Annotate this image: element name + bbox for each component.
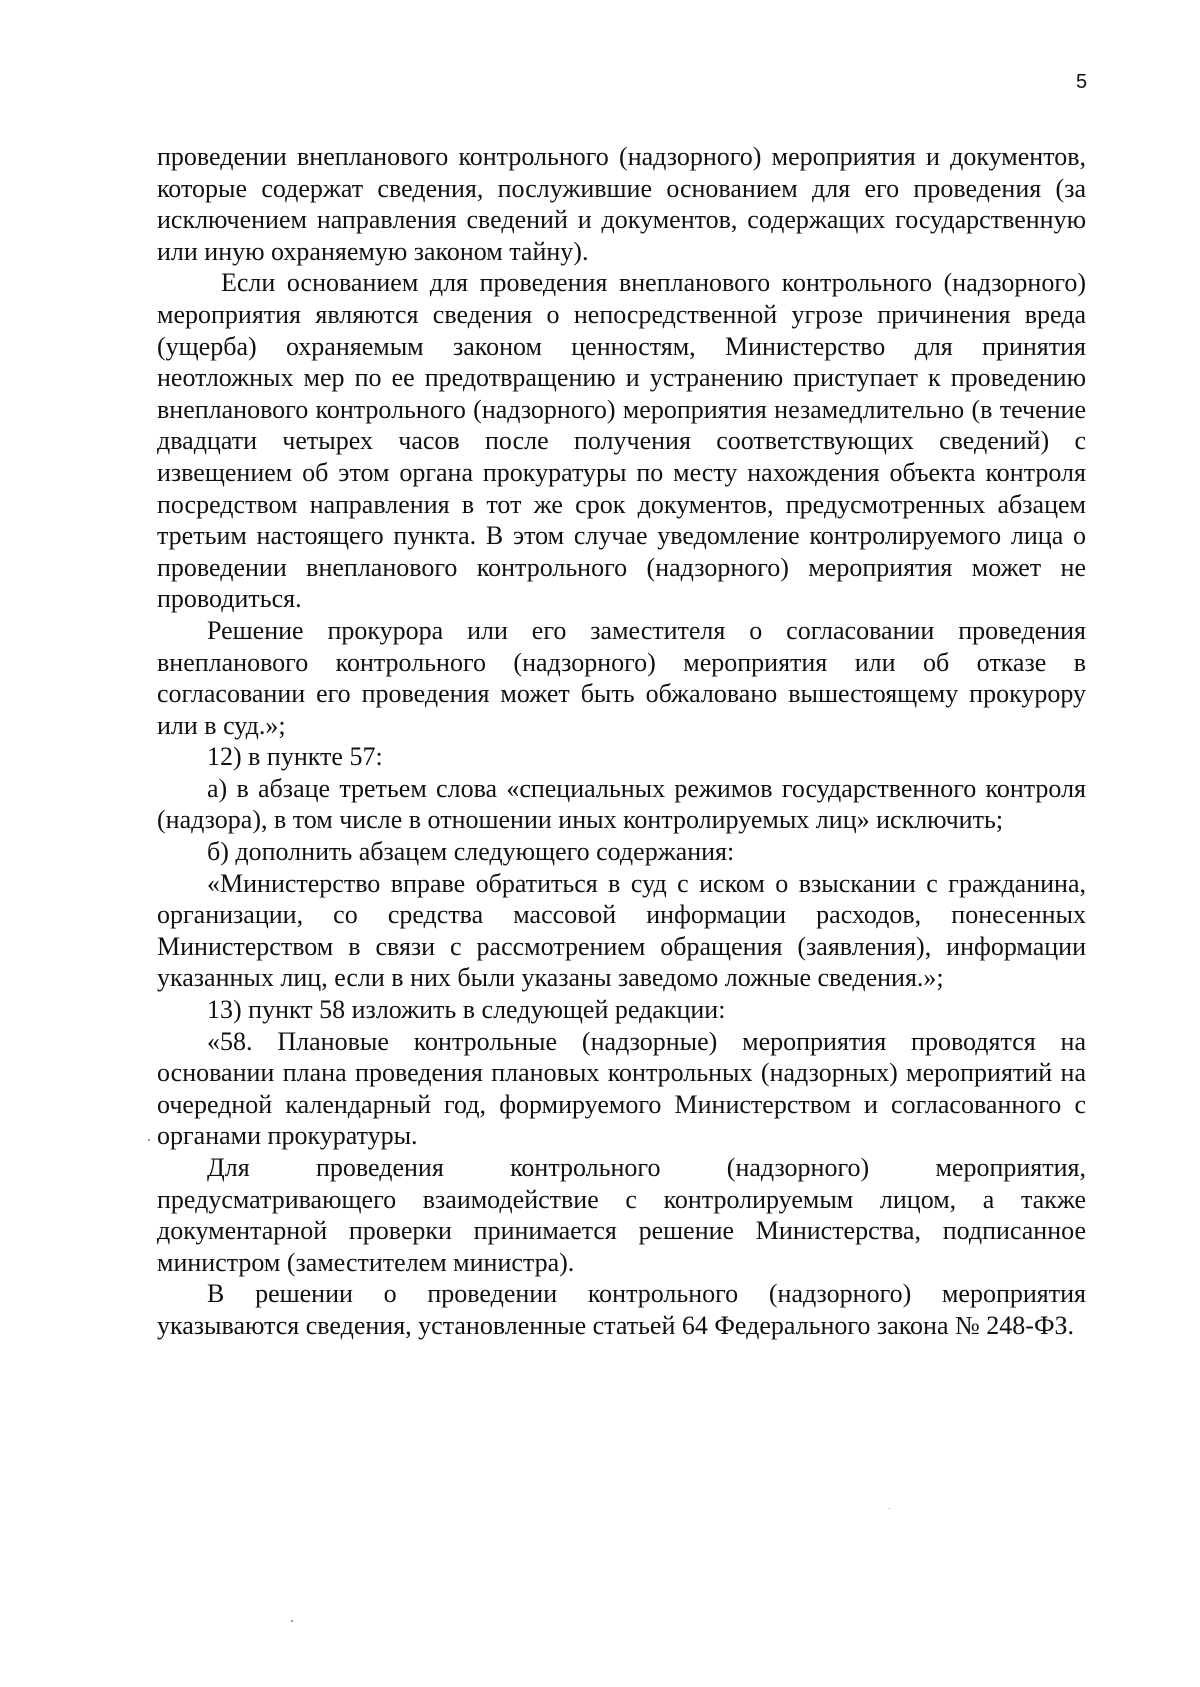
paragraph-item-12a: а) в абзаце третьем слова «специальных режимов государственного контроля (надзора), в том числе в отношении иных контролируемых лиц» исключить; — [157, 773, 1086, 835]
paragraph-item-58: «58. Плановые контрольные (надзорные) мероприятия проводятся на основании плана проведения плановых контрольных (надзорных) мероприятий на очередной календарный год, формируемого Министерством и согласованного с органами прокуратуры. — [157, 1026, 1086, 1151]
paragraph-decision-contents: В решении о проведении контрольного (надзорного) мероприятия указываются сведения, установленные статьей 64 Федерального закона № 248-ФЗ. — [157, 1279, 1086, 1340]
paragraph-item-12b: б) дополнить абзацем следующего содержания: — [207, 837, 735, 867]
scan-speck — [291, 1620, 293, 1622]
scan-speck — [889, 1508, 890, 1509]
paragraph-urgent-inspection: Если основанием для проведения внепланового контрольного (надзорного) мероприятия являются сведения о непосредственной угрозе причинения вреда (ущерба) охраняемым законом ценностям, Министерство для принятия неотложных мер по ее предотвращению и устранению приступает к проведению внепланового контрольного (надзорного) мероприятия незамедлительно (в течение двадцати четырех часов после получения соответствующих сведений) с извещением об этом органа прокуратуры по месту нахождения объекта контроля посредством направления в тот же срок документов, предусмотренных абзацем третьим настоящего пункта. В этом случае уведомление контролируемого лица о проведении внепланового контрольного (надзорного) мероприятия может не проводиться. — [157, 268, 1086, 614]
document-body — [157, 141, 1086, 1342]
paragraph-decision-signing: Для проведения контрольного (надзорного) мероприятия, предусматривающего взаимодействие с контролируемым лицом, а также документарной проверки принимается решение Министерства, подписанное министром (заместителем министра). — [157, 1153, 1086, 1277]
page-number: 5 — [1076, 71, 1088, 93]
scan-speck — [148, 1139, 150, 1141]
paragraph-item-13: 13) пункт 58 изложить в следующей редакции: — [207, 995, 726, 1025]
paragraph-prosecutor-decision: Решение прокурора или его заместителя о согласовании проведения внепланового контрольного (надзорного) мероприятия или об отказе в согласовании его проведения может быть обжаловано вышестоящему прокурору или в суд.»; — [157, 615, 1086, 740]
paragraph-continuation: проведении внепланового контрольного (надзорного) мероприятия и документов, которые содержат сведения, послужившие основанием для его проведения (за исключением направления сведений и документов, содержащих государственную или иную охраняемую законом тайну). — [157, 142, 1086, 266]
paragraph-ministry-claim: «Министерство вправе обратиться в суд с иском о взыскании с гражданина, организации, со средства массовой информации расходов, понесенных Министерством в связи с рассмотрением обращения (заявления), информации указанных лиц, если в них были указаны заведомо ложные сведения.»; — [157, 868, 1086, 993]
paragraph-item-12: 12) в пункте 57: — [207, 742, 383, 772]
